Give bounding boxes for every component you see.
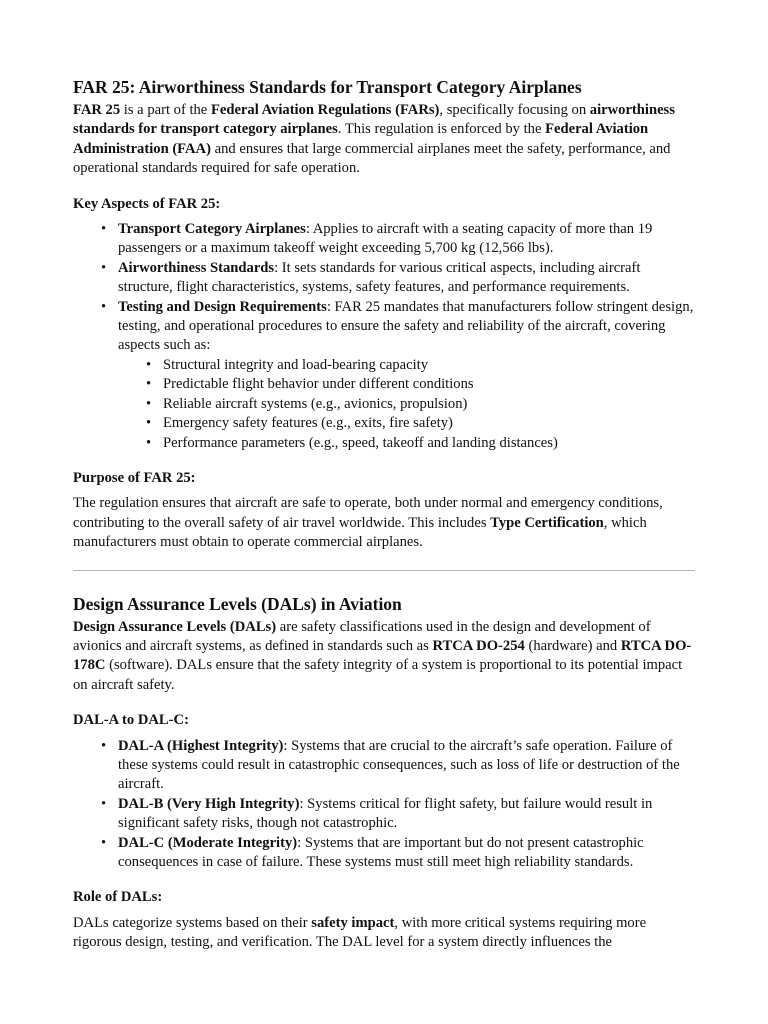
- list-item: • DAL-A (Highest Integrity): Systems that are crucial to the aircraft’s safe operation. Failure of these systems could result in catastrophic consequences, such as loss of life or destruction of the aircraft.: [118, 737, 695, 795]
- purpose-heading: Purpose of FAR 25:: [73, 469, 196, 486]
- sub-list-item: • Performance parameters (e.g., speed, takeoff and landing distances): [163, 434, 695, 453]
- document-page: [73, 76, 695, 953]
- section-divider: [73, 570, 695, 571]
- role-paragraph: DALs categorize systems based on their safety impact, with more critical systems requiring more rigorous design, testing, and verification. The DAL level for a system directly influences the: [73, 914, 647, 951]
- list-item: • Transport Category Airplanes: Applies to aircraft with a seating capacity of more than 19 passengers or a maximum takeoff weight exceeding 5,700 kg (12,566 lbs).: [118, 220, 695, 259]
- sub-list-item: • Structural integrity and load-bearing capacity: [163, 356, 695, 375]
- far25-intro: FAR 25 is a part of the Federal Aviation Regulations (FARs), specifically focusing on airworthiness standards for transport category airplanes. This regulation is enforced by the Federal Aviation Administration (FAA) and ensures that large commercial airplanes meet the safety, performance, and operational standards required for safe operation.: [73, 102, 675, 177]
- list-item: • Testing and Design Requirements: FAR 25 mandates that manufacturers follow stringent design, testing, and operational procedures to ensure the safety and reliability of the aircraft, covering aspects such as: • Structural integrity and load-bearing capacity • Predictable flight behavior under different conditions • Reliable aircraft systems (e.g., avionics, propulsion) • Emergency safety features (e.g., exits, fire safety) • Performance parameters (e.g., speed, takeoff and landing distances): [118, 298, 695, 453]
- far25-title: FAR 25: Airworthiness Standards for Transport Category Airplanes: [73, 77, 582, 97]
- dal-intro: Design Assurance Levels (DALs) are safety classifications used in the design and development of avionics and aircraft systems, as defined in standards such as RTCA DO-254 (hardware) and RTCA DO-178C (software). DALs ensure that the safety integrity of a system is proportional to its potential impact on aircraft safety.: [73, 618, 692, 693]
- testing-sublist: [118, 356, 695, 453]
- sub-list-item: • Emergency safety features (e.g., exits, fire safety): [163, 414, 695, 433]
- purpose-paragraph: The regulation ensures that aircraft are safe to operate, both under normal and emergency conditions, contributing to the overall safety of air travel worldwide. This includes Type Certification, which manufacturers must obtain to operate commercial airplanes.: [73, 495, 663, 551]
- key-aspects-heading: Key Aspects of FAR 25:: [73, 195, 221, 212]
- list-item: • Airworthiness Standards: It sets standards for various critical aspects, including aircraft structure, flight characteristics, systems, safety features, and performance requirements.: [118, 259, 695, 298]
- dal-title: Design Assurance Levels (DALs) in Aviation: [73, 593, 402, 614]
- key-aspects-list: [73, 220, 695, 453]
- dal-levels-list: [73, 737, 695, 873]
- list-item: • DAL-B (Very High Integrity): Systems critical for flight safety, but failure would result in significant safety risks, though not catastrophic.: [118, 795, 695, 834]
- dal-levels-heading: DAL-A to DAL-C:: [73, 712, 189, 729]
- sub-list-item: • Predictable flight behavior under different conditions: [163, 375, 695, 394]
- list-item: • DAL-C (Moderate Integrity): Systems that are important but do not present catastrophic consequences in case of failure. These systems must still meet high reliability standards.: [118, 834, 695, 873]
- role-heading: Role of DALs:: [73, 889, 163, 906]
- sub-list-item: • Reliable aircraft systems (e.g., avionics, propulsion): [163, 395, 695, 414]
